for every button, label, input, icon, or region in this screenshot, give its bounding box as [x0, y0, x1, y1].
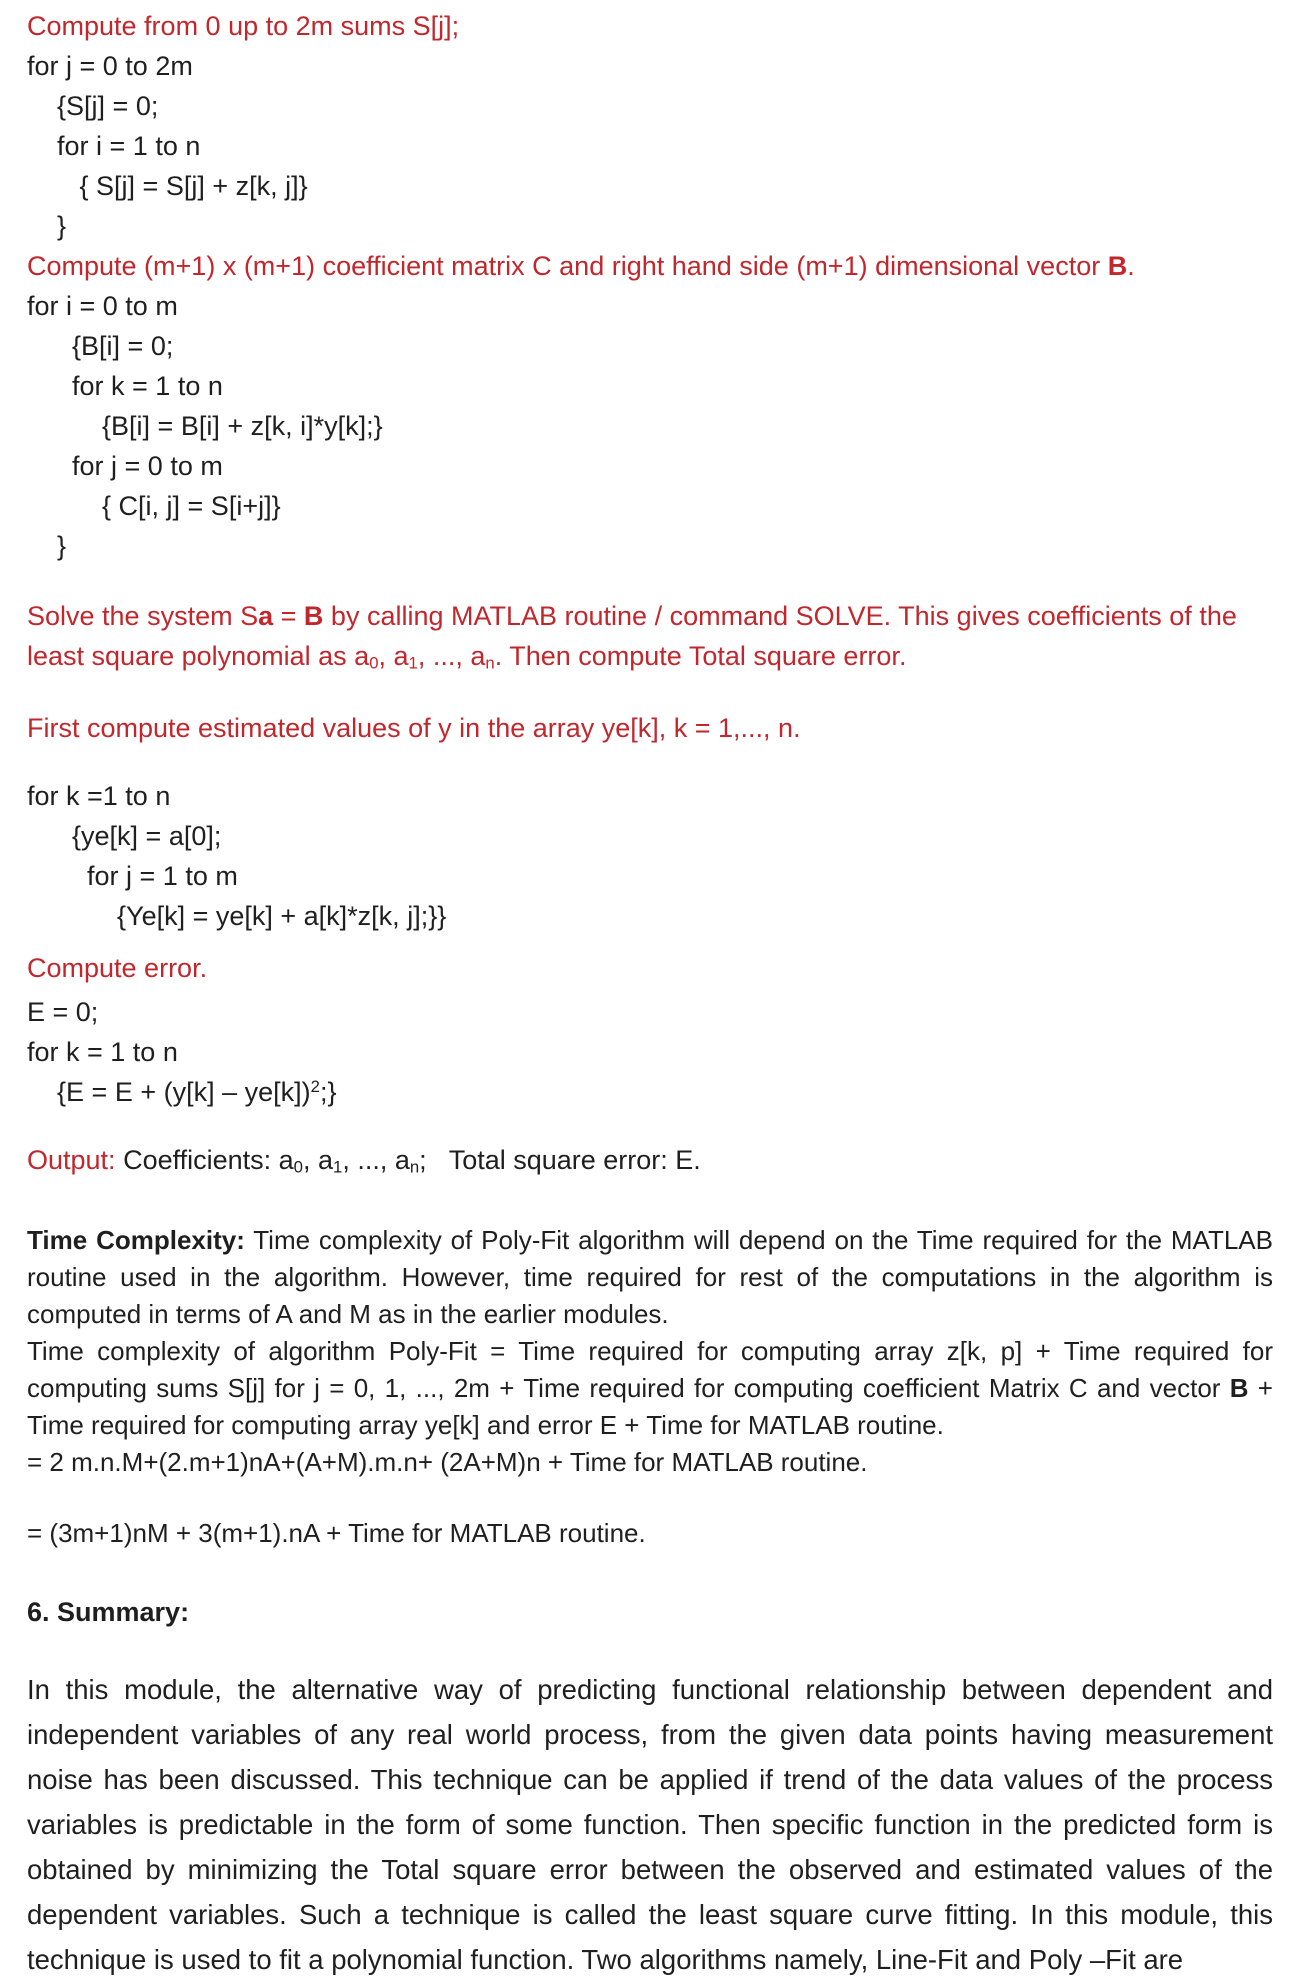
pseudocode-line: } [27, 531, 67, 561]
heading-compute-sums: Compute from 0 up to 2m sums S[j]; [27, 11, 460, 41]
pseudocode-line: {Ye[k] = ye[k] + a[k]*z[k, j];}} [27, 901, 447, 931]
heading-text: . [1127, 251, 1135, 281]
code-text: ;} [319, 1077, 337, 1107]
pseudocode-line: for k = 1 to n [27, 371, 223, 401]
time-complexity-formula-2: = (3m+1)nM + 3(m+1).nA + Time for MATLAB routine. [27, 1518, 646, 1548]
time-complexity-paragraph [27, 1222, 1273, 1333]
subscript: 1 [408, 653, 418, 673]
heading-compute-matrix [27, 246, 1273, 286]
output-text: Coefficients: a [115, 1145, 294, 1175]
pseudocode-line: {ye[k] = a[0]; [27, 821, 222, 851]
subscript: n [409, 1157, 420, 1177]
time-complexity-section [27, 1222, 1273, 1481]
heading-compute-error: Compute error. [27, 953, 208, 983]
pseudocode-line: {S[j] = 0; [27, 91, 159, 121]
instruction-text: = [273, 601, 304, 631]
pseudocode-line: for j = 0 to m [27, 451, 223, 481]
pseudocode-line: for k = 1 to n [27, 1037, 178, 1067]
output-text: , a [302, 1145, 334, 1175]
instruction-text: by calling MATLAB routine / command SOLVE. This gives coefficients of the least square polynomial as a [27, 601, 1237, 671]
pseudocode-line: for i = 1 to n [27, 131, 201, 161]
superscript-2: 2 [310, 1076, 320, 1096]
pseudocode-line: { S[j] = S[j] + z[k, j]} [27, 171, 308, 201]
heading-estimated-values: First compute estimated values of y in the array ye[k], k = 1,..., n. [27, 713, 801, 743]
output-text: ; Total square error: E. [419, 1145, 701, 1175]
paragraph-text: + Time required for computing array ye[k] and error E + Time for MATLAB routine. [27, 1373, 1273, 1440]
heading-text: Compute (m+1) x (m+1) coefficient matrix C and right hand side (m+1) dimensional vector [27, 251, 1108, 281]
output-label: Output: [27, 1145, 116, 1175]
bold-a: a [258, 601, 274, 631]
instruction-text: , ..., a [417, 641, 486, 671]
subscript: n [485, 653, 495, 673]
pseudocode-line-squared [27, 1072, 1273, 1112]
bold-vector-b: B [1229, 1373, 1249, 1403]
instruction-text: Solve the system S [27, 601, 259, 631]
solve-instruction [27, 596, 1273, 676]
subscript: 0 [369, 653, 379, 673]
instruction-text: . Then compute Total square error. [494, 641, 907, 671]
time-complexity-formula-1: = 2 m.n.M+(2.m+1)nA+(A+M).m.n+ (2A+M)n + Time for MATLAB routine. [27, 1447, 868, 1477]
subscript: 0 [293, 1157, 303, 1177]
pseudocode-line: { C[i, j] = S[i+j]} [27, 491, 281, 521]
output-text: , ..., a [342, 1145, 410, 1175]
pseudocode-line: for i = 0 to m [27, 291, 178, 321]
pseudocode-line: for j = 1 to m [27, 861, 238, 891]
subscript: 1 [333, 1157, 343, 1177]
time-complexity-breakdown [27, 1333, 1273, 1444]
bold-b: B [303, 601, 324, 631]
pseudocode-line: for k =1 to n [27, 781, 171, 811]
output-line [27, 1140, 1273, 1180]
pseudocode-line: for j = 0 to 2m [27, 51, 193, 81]
instruction-text: , a [378, 641, 409, 671]
pseudocode-line: } [27, 211, 67, 241]
summary-paragraph: In this module, the alternative way of predicting functional relationship between dependent and independent variables of any real world process, from the given data points having measurement noise has been discussed. This technique can be applied if trend of the data values of the process variables is predictable in the form of some function. Then specific function in the predicted form is obtained by minimizing the Total square error between the observed and estimated values of the dependent variables. Such a technique is called the least square curve fitting. In this module, this technique is used to fit a polynomial function. Two algorithms namely, Line-Fit and Poly –Fit are [27, 1674, 1273, 1975]
code-text: {E = E + (y[k] – ye[k]) [27, 1077, 311, 1107]
paragraph-text: Time complexity of algorithm Poly-Fit = Time required for computing array z[k, p] + Time required for computing sums S[j] for j = 0, 1, ..., 2m + Time required for computing coefficient Matrix C and vector [27, 1336, 1273, 1403]
bold-vector-b: B [1107, 251, 1128, 281]
pseudocode-line: E = 0; [27, 997, 99, 1027]
time-complexity-label: Time Complexity: [27, 1225, 245, 1255]
paragraph-text: Time complexity of Poly-Fit algorithm will depend on the Time required for the MATLAB routine used in the algorithm. However, time required for rest of the computations in the algorithm is computed in terms of A and M as in the earlier modules. [27, 1225, 1273, 1329]
pseudocode-line: {B[i] = 0; [27, 331, 174, 361]
pseudocode-line: {B[i] = B[i] + z[k, i]*y[k];} [27, 411, 383, 441]
summary-heading: 6. Summary: [27, 1597, 190, 1627]
